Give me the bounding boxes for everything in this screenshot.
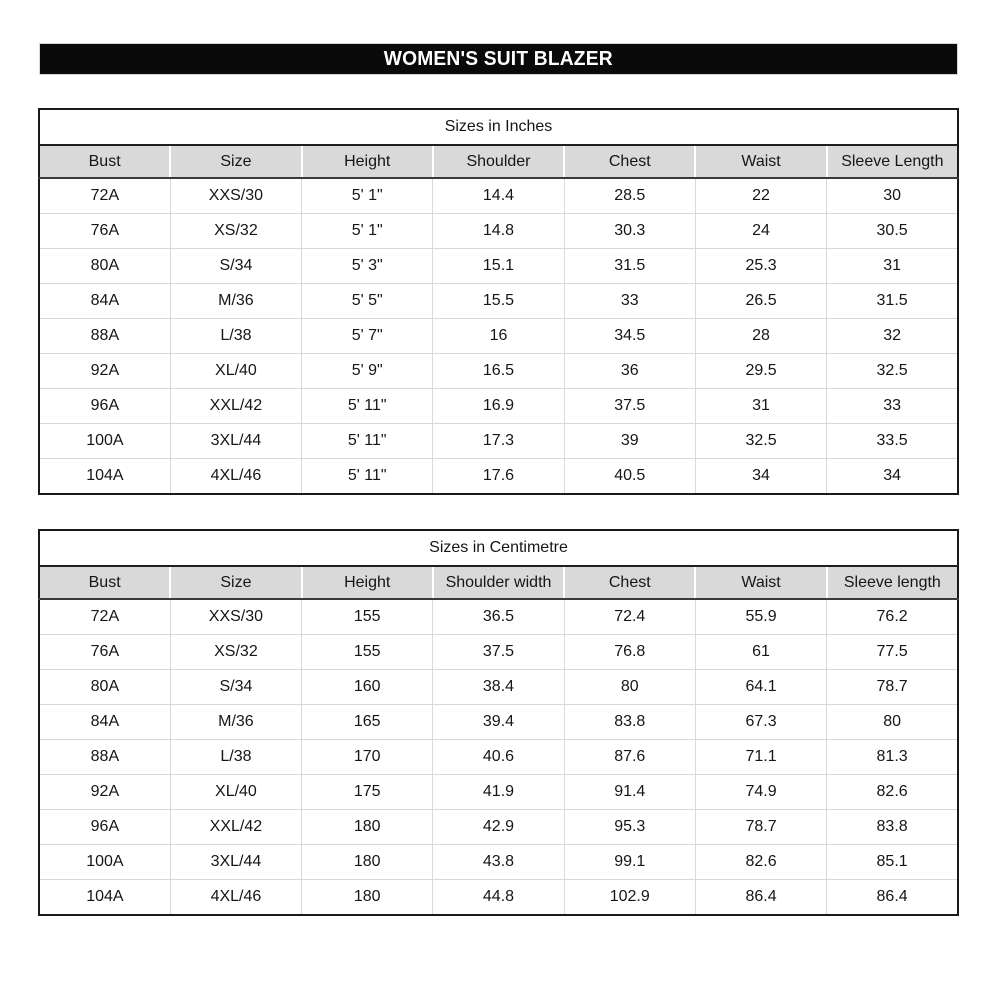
data-cell: 4XL/46	[170, 880, 301, 916]
table-row	[39, 389, 958, 424]
data-cell: 76.2	[827, 599, 958, 635]
data-cell: 31	[827, 249, 958, 284]
table-row	[39, 880, 958, 916]
data-cell: 44.8	[433, 880, 564, 916]
data-cell: 83.8	[564, 705, 695, 740]
data-cell: 5' 7"	[302, 319, 433, 354]
data-cell: 104A	[39, 459, 170, 495]
data-cell: S/34	[170, 249, 301, 284]
column-header: Height	[302, 145, 433, 178]
data-cell: 91.4	[564, 775, 695, 810]
data-cell: 92A	[39, 354, 170, 389]
data-cell: XL/40	[170, 775, 301, 810]
table-row	[39, 249, 958, 284]
column-header: Shoulder width	[433, 566, 564, 599]
data-cell: 82.6	[827, 775, 958, 810]
data-cell: 74.9	[695, 775, 826, 810]
table-title: Sizes in Centimetre	[39, 530, 958, 566]
data-cell: 76A	[39, 635, 170, 670]
column-header: Size	[170, 566, 301, 599]
data-cell: 180	[302, 810, 433, 845]
data-cell: 84A	[39, 284, 170, 319]
data-cell: 33.5	[827, 424, 958, 459]
data-cell: 84A	[39, 705, 170, 740]
data-cell: 17.3	[433, 424, 564, 459]
data-cell: 32	[827, 319, 958, 354]
data-cell: 155	[302, 635, 433, 670]
table-row	[39, 740, 958, 775]
data-cell: XS/32	[170, 214, 301, 249]
data-cell: 28.5	[564, 178, 695, 214]
column-header-row	[39, 566, 958, 599]
data-cell: 170	[302, 740, 433, 775]
data-cell: L/38	[170, 319, 301, 354]
data-cell: 31	[695, 389, 826, 424]
table-title-row	[39, 530, 958, 566]
data-cell: M/36	[170, 705, 301, 740]
data-cell: 15.1	[433, 249, 564, 284]
data-cell: 55.9	[695, 599, 826, 635]
data-cell: 175	[302, 775, 433, 810]
data-cell: 64.1	[695, 670, 826, 705]
data-cell: 16.9	[433, 389, 564, 424]
data-cell: 67.3	[695, 705, 826, 740]
data-cell: XXL/42	[170, 389, 301, 424]
data-cell: 86.4	[827, 880, 958, 916]
data-cell: 87.6	[564, 740, 695, 775]
data-cell: S/34	[170, 670, 301, 705]
data-cell: 80	[827, 705, 958, 740]
data-cell: 4XL/46	[170, 459, 301, 495]
data-cell: 31.5	[564, 249, 695, 284]
column-header: Waist	[695, 566, 826, 599]
table-row	[39, 214, 958, 249]
data-cell: 5' 11"	[302, 389, 433, 424]
data-cell: 82.6	[695, 845, 826, 880]
table-row	[39, 810, 958, 845]
table-row	[39, 775, 958, 810]
data-cell: 5' 9"	[302, 354, 433, 389]
data-cell: 31.5	[827, 284, 958, 319]
data-cell: 78.7	[827, 670, 958, 705]
data-cell: 76A	[39, 214, 170, 249]
data-cell: 88A	[39, 319, 170, 354]
data-cell: 26.5	[695, 284, 826, 319]
data-cell: 99.1	[564, 845, 695, 880]
data-cell: 39.4	[433, 705, 564, 740]
data-cell: 83.8	[827, 810, 958, 845]
data-cell: 37.5	[564, 389, 695, 424]
data-cell: 36	[564, 354, 695, 389]
data-cell: 40.6	[433, 740, 564, 775]
data-cell: 30.3	[564, 214, 695, 249]
data-cell: 80A	[39, 249, 170, 284]
data-cell: 72A	[39, 599, 170, 635]
column-header: Sleeve Length	[827, 145, 958, 178]
data-cell: 34	[695, 459, 826, 495]
column-header: Chest	[564, 145, 695, 178]
data-cell: 43.8	[433, 845, 564, 880]
data-cell: 5' 11"	[302, 424, 433, 459]
column-header: Size	[170, 145, 301, 178]
data-cell: 5' 3"	[302, 249, 433, 284]
data-cell: 36.5	[433, 599, 564, 635]
data-cell: 76.8	[564, 635, 695, 670]
data-cell: 33	[827, 389, 958, 424]
data-cell: 102.9	[564, 880, 695, 916]
data-cell: 80A	[39, 670, 170, 705]
data-cell: 3XL/44	[170, 845, 301, 880]
table-row	[39, 635, 958, 670]
title-banner	[40, 44, 957, 74]
table-row	[39, 284, 958, 319]
inches-size-table	[38, 108, 959, 495]
data-cell: 81.3	[827, 740, 958, 775]
data-cell: 38.4	[433, 670, 564, 705]
data-cell: 180	[302, 845, 433, 880]
data-cell: 14.4	[433, 178, 564, 214]
table-row	[39, 459, 958, 495]
data-cell: 30.5	[827, 214, 958, 249]
table-row	[39, 705, 958, 740]
data-cell: 77.5	[827, 635, 958, 670]
column-header: Shoulder	[433, 145, 564, 178]
data-cell: 72A	[39, 178, 170, 214]
data-cell: XXS/30	[170, 599, 301, 635]
table-row	[39, 424, 958, 459]
data-cell: XS/32	[170, 635, 301, 670]
data-cell: 25.3	[695, 249, 826, 284]
data-cell: 14.8	[433, 214, 564, 249]
data-cell: 34.5	[564, 319, 695, 354]
data-cell: 100A	[39, 424, 170, 459]
data-cell: 155	[302, 599, 433, 635]
data-cell: 72.4	[564, 599, 695, 635]
table-row	[39, 599, 958, 635]
data-cell: 86.4	[695, 880, 826, 916]
column-header: Bust	[39, 566, 170, 599]
data-cell: 17.6	[433, 459, 564, 495]
data-cell: 96A	[39, 389, 170, 424]
data-cell: 61	[695, 635, 826, 670]
data-cell: 42.9	[433, 810, 564, 845]
data-cell: 5' 1"	[302, 214, 433, 249]
table-title: Sizes in Inches	[39, 109, 958, 145]
data-cell: 34	[827, 459, 958, 495]
data-cell: 71.1	[695, 740, 826, 775]
column-header: Chest	[564, 566, 695, 599]
data-cell: 37.5	[433, 635, 564, 670]
table-row	[39, 178, 958, 214]
data-cell: XXL/42	[170, 810, 301, 845]
data-cell: 80	[564, 670, 695, 705]
table-row	[39, 319, 958, 354]
data-cell: 3XL/44	[170, 424, 301, 459]
data-cell: 180	[302, 880, 433, 916]
data-cell: 96A	[39, 810, 170, 845]
data-cell: 28	[695, 319, 826, 354]
table-title-row	[39, 109, 958, 145]
data-cell: 39	[564, 424, 695, 459]
data-cell: 40.5	[564, 459, 695, 495]
data-cell: 85.1	[827, 845, 958, 880]
data-cell: 160	[302, 670, 433, 705]
table-row	[39, 845, 958, 880]
data-cell: L/38	[170, 740, 301, 775]
column-header: Sleeve length	[827, 566, 958, 599]
data-cell: 24	[695, 214, 826, 249]
data-cell: 88A	[39, 740, 170, 775]
data-cell: 100A	[39, 845, 170, 880]
data-cell: 32.5	[827, 354, 958, 389]
data-cell: 32.5	[695, 424, 826, 459]
table-row	[39, 354, 958, 389]
data-cell: 5' 11"	[302, 459, 433, 495]
column-header: Waist	[695, 145, 826, 178]
data-cell: 33	[564, 284, 695, 319]
data-cell: 78.7	[695, 810, 826, 845]
data-cell: 29.5	[695, 354, 826, 389]
page-title: WOMEN'S SUIT BLAZER	[383, 47, 613, 70]
data-cell: 92A	[39, 775, 170, 810]
column-header: Bust	[39, 145, 170, 178]
centimetre-size-table	[38, 529, 959, 916]
data-cell: XXS/30	[170, 178, 301, 214]
data-cell: 95.3	[564, 810, 695, 845]
data-cell: 5' 5"	[302, 284, 433, 319]
data-cell: 15.5	[433, 284, 564, 319]
data-cell: 5' 1"	[302, 178, 433, 214]
table-row	[39, 670, 958, 705]
data-cell: 104A	[39, 880, 170, 916]
data-cell: M/36	[170, 284, 301, 319]
column-header: Height	[302, 566, 433, 599]
data-cell: XL/40	[170, 354, 301, 389]
data-cell: 165	[302, 705, 433, 740]
data-cell: 16.5	[433, 354, 564, 389]
column-header-row	[39, 145, 958, 178]
data-cell: 41.9	[433, 775, 564, 810]
data-cell: 30	[827, 178, 958, 214]
data-cell: 16	[433, 319, 564, 354]
data-cell: 22	[695, 178, 826, 214]
